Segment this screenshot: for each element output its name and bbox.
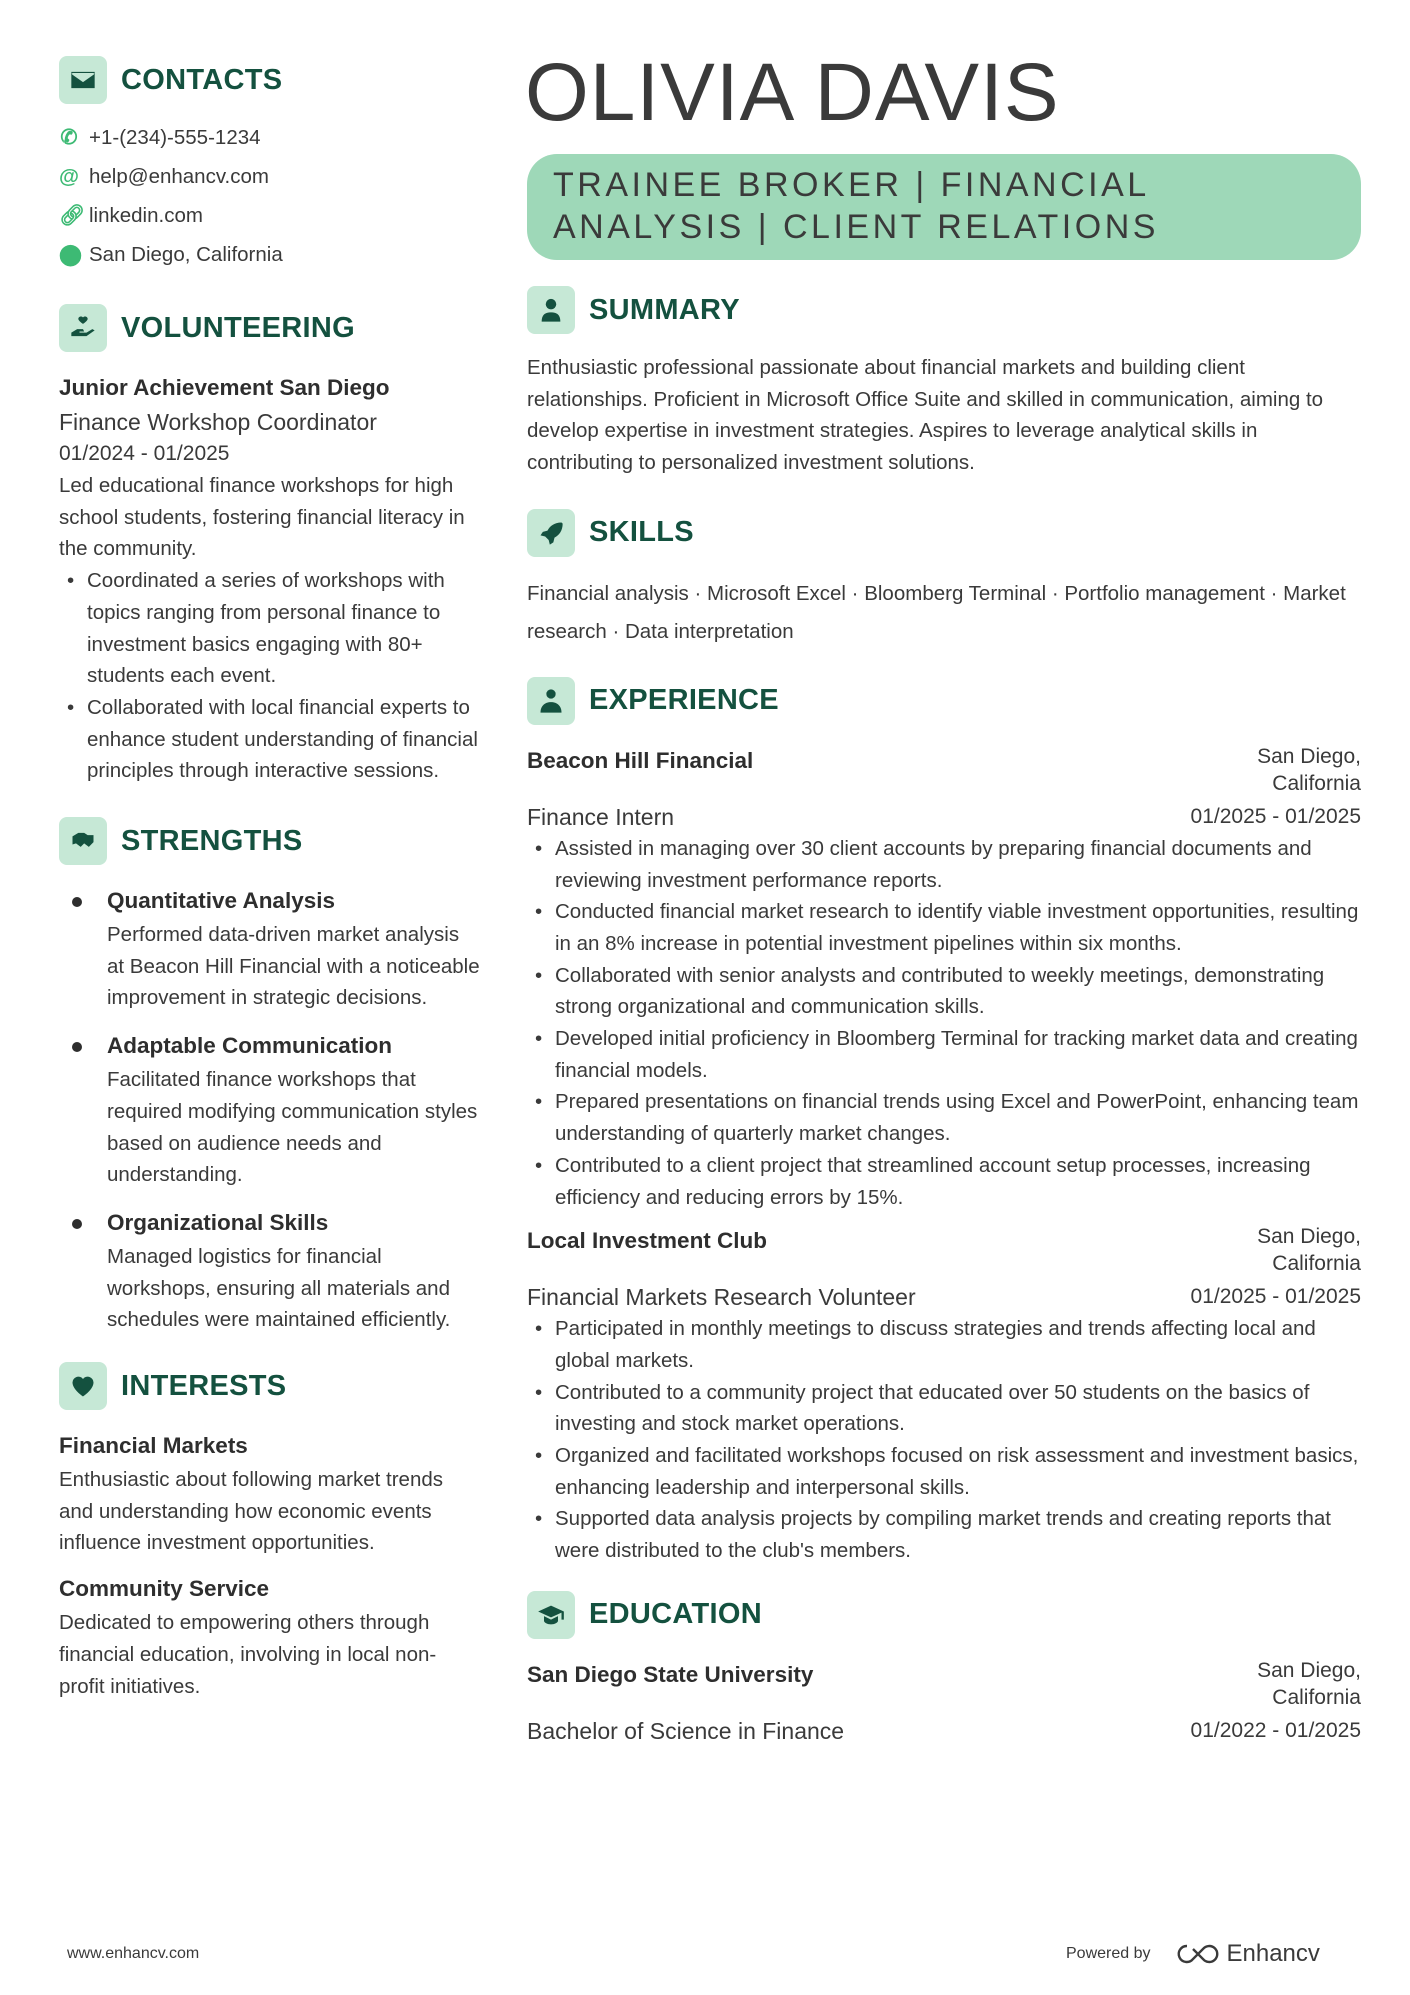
edu-location: San Diego, [1257, 1658, 1361, 1682]
job-bullet: • Prepared presentations on financial trends using Excel and PowerPoint, enhancing team understanding of quarterly market changes. [527, 1086, 1361, 1149]
job-location: California [1272, 1252, 1361, 1276]
education-header [527, 1591, 1361, 1639]
email-text: help@enhancv.com [89, 165, 269, 188]
job-company: Beacon Hill Financial [527, 747, 754, 773]
strength-item [59, 1205, 481, 1336]
job-role: Finance Intern [527, 803, 675, 830]
contact-location [59, 235, 481, 274]
interest-name: Financial Markets [59, 1433, 248, 1459]
footer-website[interactable]: www.enhancv.com [67, 1945, 200, 1962]
summary-text: Enthusiastic professional passionate about financial markets and building client relationships. Proficient in Microsoft Office Suite and skilled in communication, aiming to develop expertise in investment strategies. Aspires to leverage analytical skills in contributing to personalized investment solutions. [527, 356, 1324, 475]
section-title: EDUCATION [589, 1598, 762, 1631]
at-icon: @ [59, 165, 79, 188]
contacts-header [59, 56, 481, 104]
briefcase-person-icon [527, 677, 575, 725]
heart-icon [59, 1362, 107, 1410]
volunteer-bullet: • Coordinated a series of workshops with topics ranging from personal finance to investment basics engaging with 80+ students each event. [59, 565, 481, 692]
job-bullet: • Collaborated with senior analysts and contributed to weekly meetings, demonstrating strong organizational and communication skills. [527, 960, 1361, 1023]
strength-item [59, 883, 481, 1014]
strength-name: Adaptable Communication [59, 1028, 481, 1064]
job-bullet: • Organized and facilitated workshops focused on risk assessment and investment basics, enhancing leadership and interpersonal skills. [527, 1440, 1361, 1503]
envelope-icon [59, 56, 107, 104]
edu-school: San Diego State University [527, 1661, 814, 1687]
interest-desc: Enthusiastic about following market trends and understanding how economic events influence investment opportunities. [59, 1468, 444, 1555]
interest-name: Community Service [59, 1576, 270, 1602]
strength-name: Organizational Skills [59, 1205, 481, 1241]
skills-list: Financial analysis · Microsoft Excel · Bloomberg Terminal · Portfolio management · Market research · Data interpretation [527, 581, 1346, 643]
section-title: EXPERIENCE [589, 684, 779, 717]
section-title: CONTACTS [121, 63, 283, 96]
strength-item [59, 1028, 481, 1191]
phone-icon: ✆ [60, 126, 78, 149]
job-bullet: • Conducted financial market research to identify viable investment opportunities, resulting in an 8% increase in potential investment pipelines within six months. [527, 896, 1361, 959]
job-role: Financial Markets Research Volunteer [527, 1284, 916, 1311]
section-title: INTERESTS [121, 1369, 287, 1402]
contact-phone[interactable] [59, 118, 481, 157]
job-entry [527, 743, 1361, 1213]
interest-desc: Dedicated to empowering others through financial education, involving in local non-profit initiatives. [59, 1611, 437, 1698]
right-column [527, 48, 1361, 1747]
job-bullet: • Contributed to a client project that streamlined account setup processes, increasing efficiency and reducing errors by 15%. [527, 1150, 1361, 1213]
enhancv-logo [1175, 1940, 1320, 1968]
footer-powered [1066, 1940, 1320, 1968]
left-column [59, 56, 481, 1702]
strength-desc: Facilitated finance workshops that required modifying communication styles based on audience needs and understanding. [107, 1068, 478, 1187]
brand-text: Enhancv [1226, 1940, 1320, 1967]
job-bullet: • Supported data analysis projects by compiling market trends and creating reports that were distributed to the club's members. [527, 1503, 1361, 1566]
volunteer-org: Junior Achievement San Diego [59, 375, 390, 400]
graduation-cap-icon [527, 1591, 575, 1639]
person-icon [527, 286, 575, 334]
strength-name: Quantitative Analysis [59, 883, 481, 919]
job-entry [527, 1223, 1361, 1567]
location-text: San Diego, California [89, 243, 283, 266]
edu-location: California [1272, 1685, 1361, 1709]
job-bullet: • Assisted in managing over 30 client accounts by preparing financial documents and reviewing investment performance reports. [527, 833, 1361, 896]
job-location: California [1272, 771, 1361, 795]
tagline-banner: TRAINEE BROKER | FINANCIAL ANALYSIS | CLIENT RELATIONS [527, 154, 1361, 260]
candidate-name: OLIVIA DAVIS [525, 47, 1060, 138]
job-dates: 01/2025 - 01/2025 [1190, 804, 1361, 828]
handshake-icon [59, 817, 107, 865]
rocket-icon [527, 509, 575, 557]
volunteering-header [59, 304, 481, 352]
job-dates: 01/2025 - 01/2025 [1190, 1285, 1361, 1309]
linkedin-text: linkedin.com [89, 204, 203, 227]
section-title: STRENGTHS [121, 824, 303, 857]
job-bullet: • Contributed to a community project that educated over 50 students on the basics of investing and stock market operations. [527, 1377, 1361, 1440]
volunteer-bullet: • Collaborated with local financial experts to enhance student understanding of financial principles through interactive sessions. [59, 692, 481, 787]
hand-heart-icon [59, 304, 107, 352]
edu-degree: Bachelor of Science in Finance [527, 1717, 845, 1744]
contact-linkedin[interactable] [59, 196, 481, 235]
experience-header [527, 677, 1361, 725]
enhancv-logo-icon [1175, 1942, 1221, 1966]
section-title: SUMMARY [589, 293, 740, 326]
location-pin-icon: ⬤ [59, 243, 82, 266]
strengths-header [59, 817, 481, 865]
powered-by-text: Powered by [1066, 1945, 1151, 1962]
interests-header [59, 1362, 481, 1410]
edu-dates: 01/2022 - 01/2025 [1190, 1718, 1361, 1742]
volunteer-dates: 01/2024 - 01/2025 [59, 442, 230, 465]
job-location: San Diego, [1257, 744, 1361, 768]
contact-email[interactable] [59, 157, 481, 196]
section-title: VOLUNTEERING [121, 311, 355, 344]
volunteer-desc: Led educational finance workshops for high school students, fostering financial literacy in the community. [59, 474, 465, 561]
phone-text: +1-(234)-555-1234 [89, 126, 261, 149]
link-icon: 🔗︎ [59, 204, 86, 227]
section-title: SKILLS [589, 516, 694, 549]
skills-header [527, 509, 1361, 557]
volunteer-role: Finance Workshop Coordinator [59, 409, 377, 435]
strength-desc: Performed data-driven market analysis at Beacon Hill Financial with a noticeable improvement in strategic decisions. [107, 923, 480, 1010]
strength-desc: Managed logistics for financial workshops, ensuring all materials and schedules were maintained efficiently. [107, 1244, 451, 1332]
job-bullet: • Developed initial proficiency in Bloomberg Terminal for tracking market data and creating financial models. [527, 1023, 1361, 1086]
summary-header [527, 286, 1361, 334]
job-bullet: • Participated in monthly meetings to discuss strategies and trends affecting local and global markets. [527, 1313, 1361, 1376]
job-company: Local Investment Club [527, 1228, 768, 1254]
job-location: San Diego, [1257, 1225, 1361, 1249]
